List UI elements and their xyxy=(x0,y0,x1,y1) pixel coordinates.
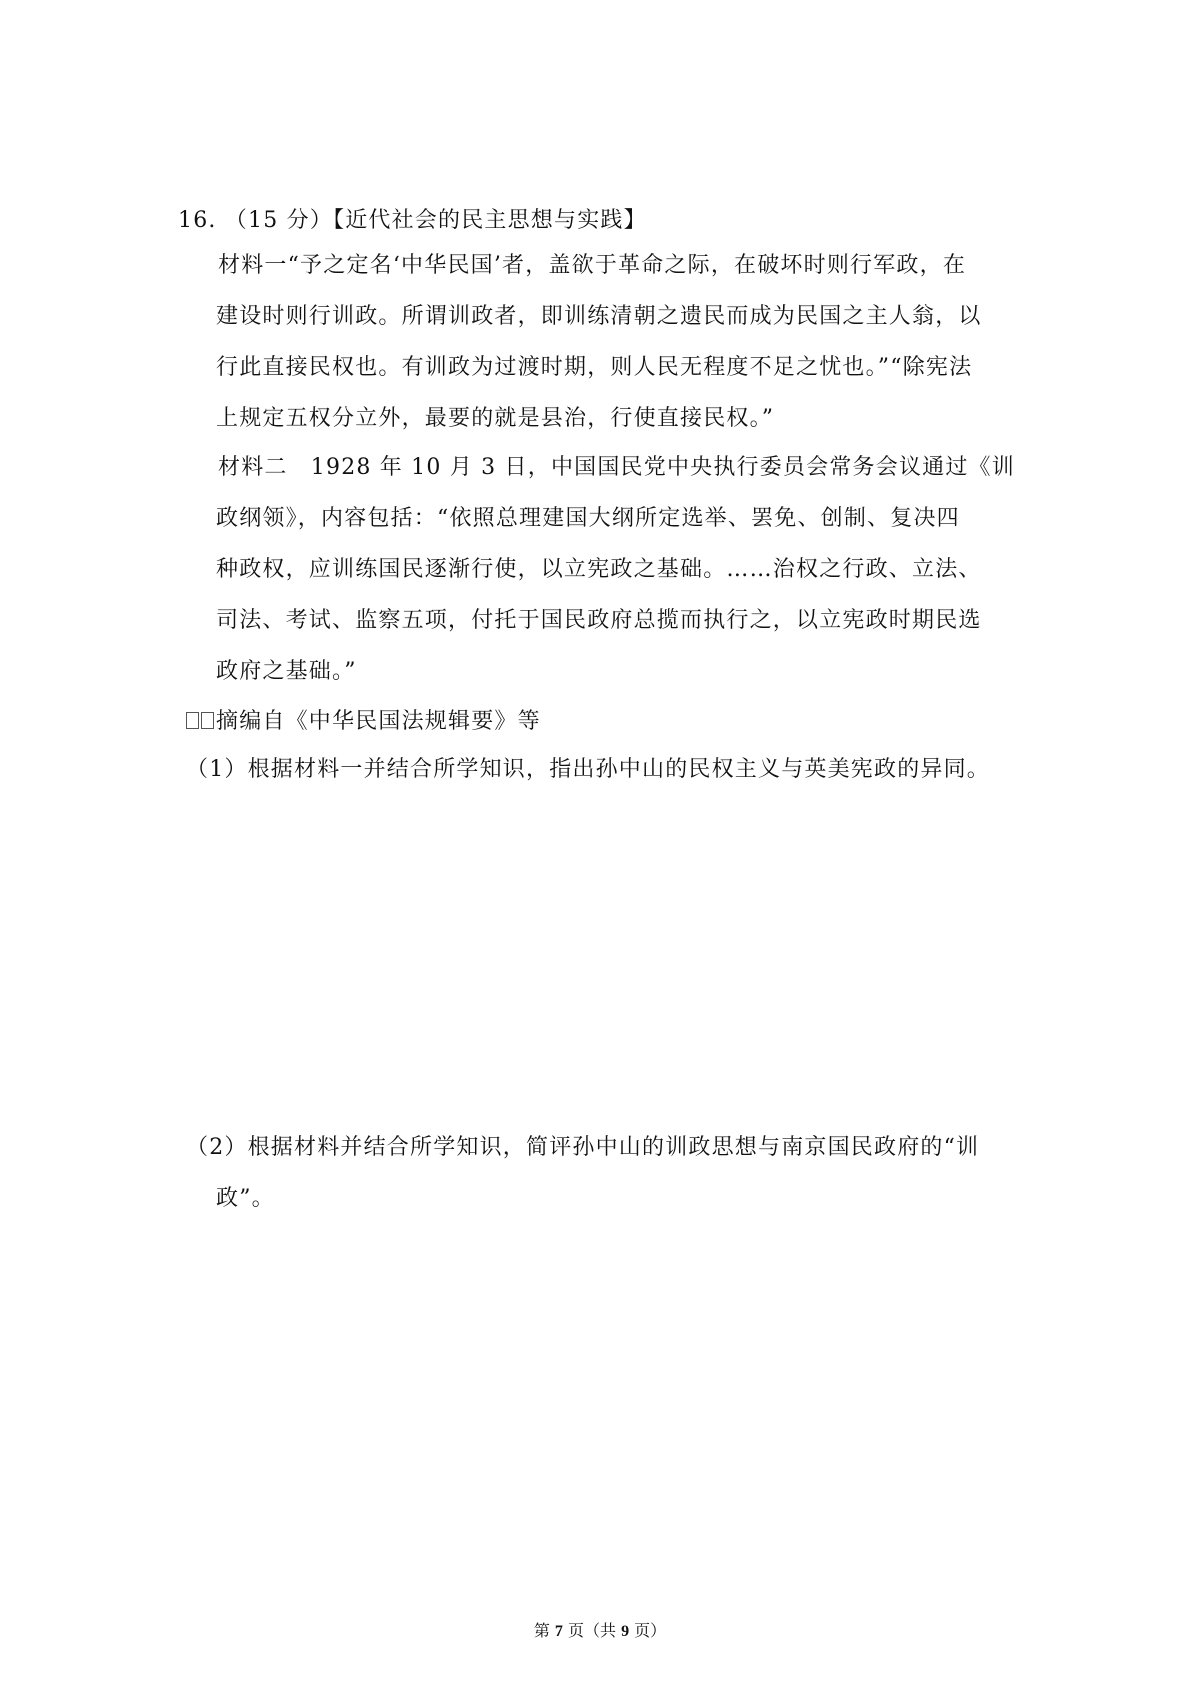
missing-glyph-box xyxy=(186,712,199,729)
material-two-line: 司法、考试、监察五项，付托于国民政府总揽而执行之，以立宪政时期民选 xyxy=(216,608,982,633)
source-citation xyxy=(186,707,541,737)
material-one-line: 建设时则行训政。所谓训政者，即训练清朝之遗民而成为民国之主人翁，以 xyxy=(216,304,982,329)
question-score: （15 分） xyxy=(224,208,333,233)
footer-page-number: 7 xyxy=(554,1623,563,1640)
material-two-line: 种政权，应训练国民逐渐行使，以立宪政之基础。……治权之行政、立法、 xyxy=(216,557,982,582)
sub-question-2: （2）根据材料并结合所学知识，简评孙中山的训政思想与南京国民政府的“训 xyxy=(186,1135,980,1160)
material-two-line: 材料二 1928 年 10 月 3 日，中国国民党中央执行委员会常务会议通过《训 xyxy=(218,455,1015,480)
material-two-line: 政府之基础。” xyxy=(216,659,357,684)
footer-total-pages: 9 xyxy=(621,1623,630,1640)
footer-middle: 页（共 xyxy=(562,1621,622,1640)
material-two-line: 政纲领》，内容包括：“依照总理建国大纲所定选举、罢免、创制、复决四 xyxy=(216,506,960,531)
sub-question-2-continued: 政”。 xyxy=(216,1186,275,1211)
footer-prefix: 第 xyxy=(533,1621,555,1640)
material-one-line: 上规定五权分立外，最要的就是县治，行使直接民权。” xyxy=(216,406,775,431)
sub-question-1: （1）根据材料一并结合所学知识，指出孙中山的民权主义与英美宪政的异同。 xyxy=(186,757,990,782)
question-topic: 【近代社会的民主思想与实践】 xyxy=(333,208,647,233)
missing-glyph-box xyxy=(201,712,214,729)
question-number: 16. xyxy=(178,208,217,233)
footer-suffix: 页） xyxy=(629,1621,667,1640)
material-one-line: 材料一“予之定名‘中华民国’者，盖欲于革命之际，在破坏时则行军政，在 xyxy=(218,253,967,278)
material-one-line: 行此直接民权也。有训政为过渡时期，则人民无程度不足之忧也。”“除宪法 xyxy=(216,355,973,380)
source-text: 摘编自《中华民国法规辑要》等 xyxy=(216,709,541,734)
question-header xyxy=(178,206,647,236)
page-footer xyxy=(0,1620,1200,1643)
